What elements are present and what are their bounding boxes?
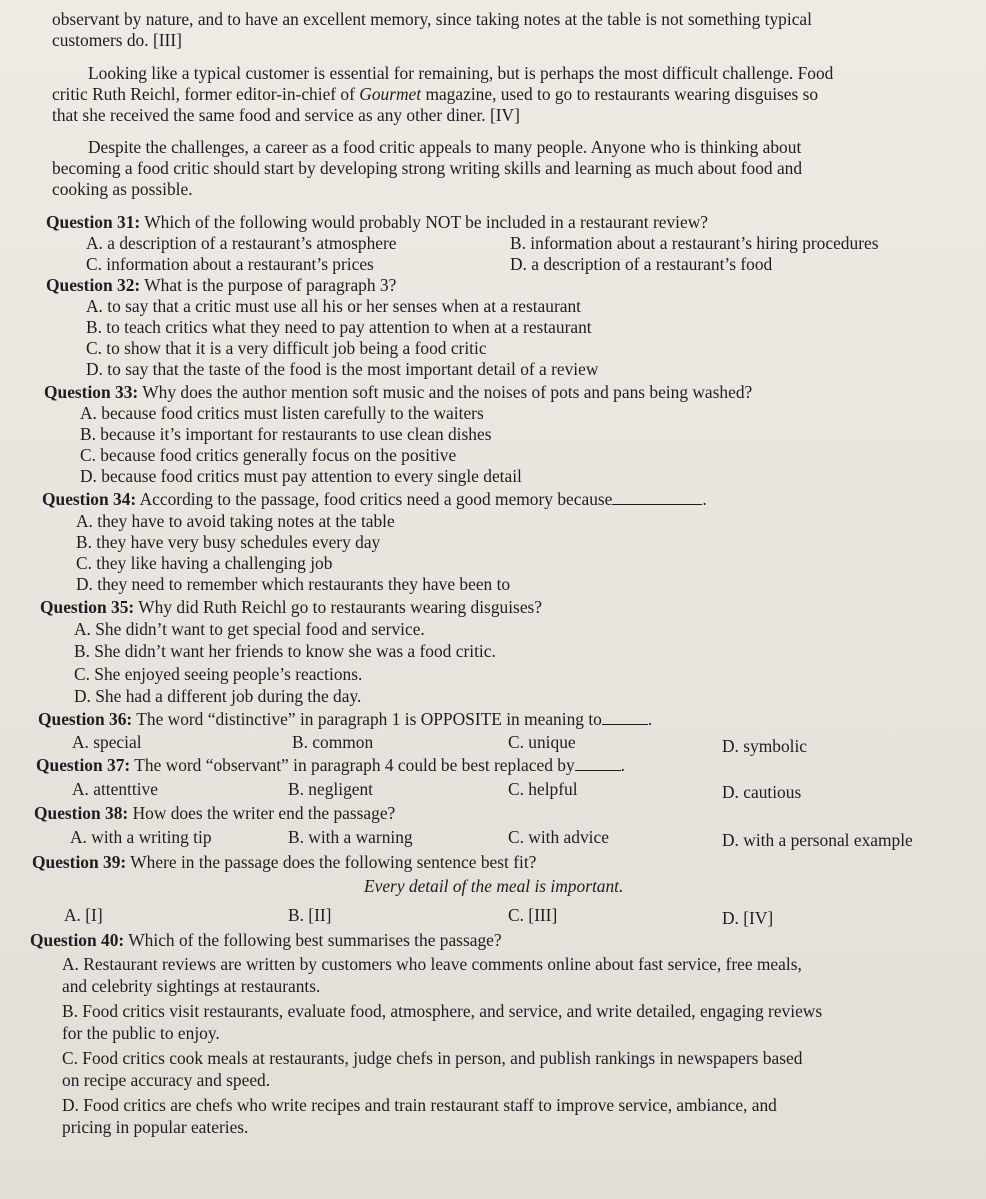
option-40-b-cont[interactable]: for the public to enjoy.: [62, 1023, 220, 1043]
answer-blank[interactable]: [575, 756, 621, 771]
passage-line: cooking as possible.: [52, 179, 193, 199]
option-37-b[interactable]: B. negligent: [288, 779, 374, 799]
option-35-a[interactable]: A. She didn’t want to get special food and service.: [74, 619, 425, 639]
option-36-c[interactable]: C. unique: [508, 732, 576, 752]
option-32-a[interactable]: A. to say that a critic must use all his or her senses when at a restaurant: [86, 296, 582, 316]
option-32-c[interactable]: C. to show that it is a very difficult job being a food critic: [86, 338, 487, 358]
option-38-d[interactable]: D. with a personal example: [722, 830, 913, 850]
option-35-b[interactable]: B. She didn’t want her friends to know she was a food critic.: [74, 641, 496, 661]
option-33-b[interactable]: B. because it’s important for restaurants to use clean dishes: [80, 424, 492, 444]
option-36-b[interactable]: B. common: [292, 732, 374, 752]
question-31: Question 31: Which of the following would probably NOT be included in a restaurant review?: [46, 212, 708, 232]
passage-line: customers do. [III]: [52, 30, 182, 50]
option-32-d[interactable]: D. to say that the taste of the food is the most important detail of a review: [86, 359, 599, 379]
option-33-a[interactable]: A. because food critics must listen carefully to the waiters: [80, 403, 484, 423]
option-39-d[interactable]: D. [IV]: [722, 908, 774, 928]
option-35-c[interactable]: C. She enjoyed seeing people’s reactions.: [74, 664, 363, 684]
option-40-c-cont[interactable]: on recipe accuracy and speed.: [62, 1070, 271, 1090]
option-40-d-cont[interactable]: pricing in popular eateries.: [62, 1117, 249, 1137]
option-34-b[interactable]: B. they have very busy schedules every day: [76, 532, 381, 552]
question-36: Question 36: The word “distinctive” in paragraph 1 is OPPOSITE in meaning to .: [38, 709, 653, 729]
option-31-a[interactable]: A. a description of a restaurant’s atmosphere: [86, 233, 397, 253]
option-33-d[interactable]: D. because food critics must pay attention to every single detail: [80, 466, 522, 486]
option-37-c[interactable]: C. helpful: [508, 779, 578, 799]
question-40: Question 40: Which of the following best summarises the passage?: [30, 930, 502, 950]
option-38-c[interactable]: C. with advice: [508, 827, 609, 847]
question-38: Question 38: How does the writer end the passage?: [34, 803, 396, 823]
option-39-c[interactable]: C. [III]: [508, 905, 558, 925]
option-40-b[interactable]: B. Food critics visit restaurants, evaluate food, atmosphere, and service, and write detailed, engaging reviews: [62, 1001, 823, 1021]
option-34-c[interactable]: C. they like having a challenging job: [76, 553, 333, 573]
question-35: Question 35: Why did Ruth Reichl go to restaurants wearing disguises?: [40, 597, 543, 617]
option-40-a-cont[interactable]: and celebrity sightings at restaurants.: [62, 976, 321, 996]
passage-line: Looking like a typical customer is essential for remaining, but is perhaps the most difficult challenge. Food: [88, 63, 834, 83]
option-39-b[interactable]: B. [II]: [288, 905, 332, 925]
question-39: Question 39: Where in the passage does the following sentence best fit?: [32, 852, 537, 872]
question-37: Question 37: The word “observant” in paragraph 4 could be best replaced by .: [36, 755, 625, 775]
option-40-c[interactable]: C. Food critics cook meals at restaurants, judge chefs in person, and publish rankings in newspapers based: [62, 1048, 803, 1068]
option-31-b[interactable]: B. information about a restaurant’s hiring procedures: [510, 233, 879, 253]
passage-line: critic Ruth Reichl, former editor-in-chief of Gourmet magazine, used to go to restaurants wearing disguises so: [52, 84, 819, 104]
option-38-a[interactable]: A. with a writing tip: [70, 827, 212, 847]
option-37-a[interactable]: A. attenttive: [72, 779, 158, 799]
passage-line: becoming a food critic should start by developing strong writing skills and learning as much about food and: [52, 158, 803, 178]
option-38-b[interactable]: B. with a warning: [288, 827, 413, 847]
option-31-c[interactable]: C. information about a restaurant’s prices: [86, 254, 374, 274]
option-40-a[interactable]: A. Restaurant reviews are written by customers who leave comments online about fast service, free meals,: [62, 954, 802, 974]
option-35-d[interactable]: D. She had a different job during the day.: [74, 686, 362, 706]
option-31-d[interactable]: D. a description of a restaurant’s food: [510, 254, 773, 274]
question-34: Question 34: According to the passage, food critics need a good memory because .: [42, 489, 707, 509]
option-36-d[interactable]: D. symbolic: [722, 736, 808, 756]
option-37-d[interactable]: D. cautious: [722, 782, 802, 802]
option-34-d[interactable]: D. they need to remember which restaurants they have been to: [76, 574, 511, 594]
passage-line: Despite the challenges, a career as a food critic appeals to many people. Anyone who is thinking about: [88, 137, 802, 157]
answer-blank[interactable]: [602, 710, 648, 725]
option-40-d[interactable]: D. Food critics are chefs who write recipes and train restaurant staff to improve service, ambiance, and: [62, 1095, 777, 1115]
insert-sentence: Every detail of the meal is important.: [364, 876, 624, 896]
passage-line: that she received the same food and service as any other diner. [IV]: [52, 105, 520, 125]
option-33-c[interactable]: C. because food critics generally focus on the positive: [80, 445, 457, 465]
answer-blank[interactable]: [612, 490, 702, 505]
option-34-a[interactable]: A. they have to avoid taking notes at the table: [76, 511, 395, 531]
question-32: Question 32: What is the purpose of paragraph 3?: [46, 275, 397, 295]
option-36-a[interactable]: A. special: [72, 732, 142, 752]
passage-line: observant by nature, and to have an excellent memory, since taking notes at the table is not something typical: [52, 9, 812, 29]
option-32-b[interactable]: B. to teach critics what they need to pay attention to when at a restaurant: [86, 317, 592, 337]
option-39-a[interactable]: A. [I]: [64, 905, 103, 925]
question-33: Question 33: Why does the author mention soft music and the noises of pots and pans being washed?: [44, 382, 753, 402]
